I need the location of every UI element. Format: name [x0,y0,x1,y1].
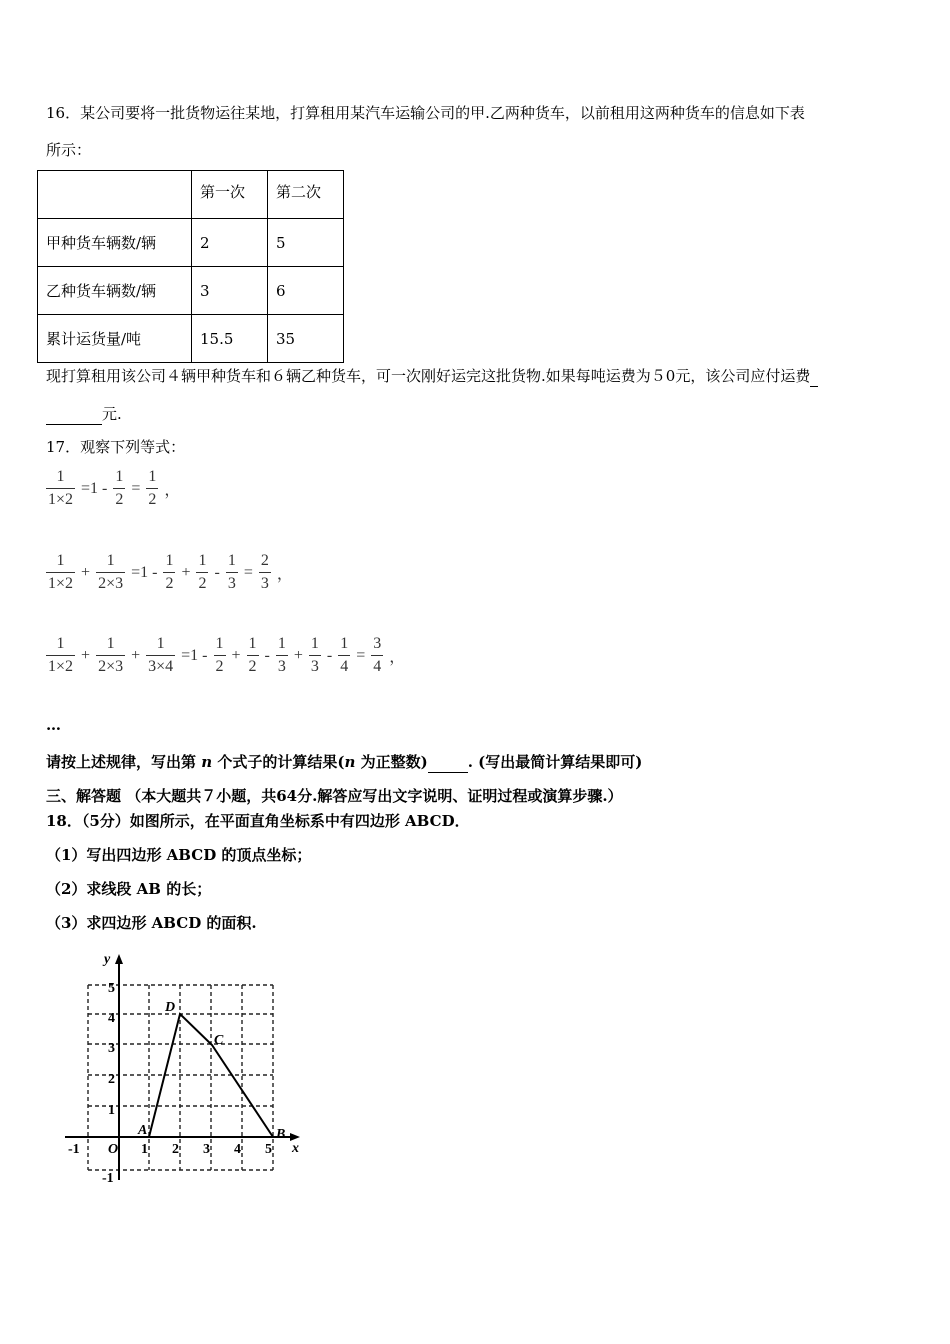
operator: - [326,646,333,664]
fraction [146,466,158,511]
x-tick-label: 2 [172,1142,179,1157]
table-cell: 6 [268,267,344,315]
table-cell: 甲种货车辆数/辆 [38,219,192,267]
equation-3 [46,633,407,678]
x-tick-label: 5 [265,1142,272,1157]
table-cell: 乙种货车辆数/辆 [38,267,192,315]
fraction [259,550,271,595]
numerator: 1 [309,633,321,656]
numerator: 1 [226,550,238,573]
table-cell: 15.5 [192,315,268,363]
x-tick-label: 3 [203,1142,210,1157]
coordinate-graph [60,948,310,1188]
numerator: 1 [338,633,350,656]
numerator: 1 [146,466,158,489]
numerator: 1 [196,550,208,573]
denominator: 2 [248,658,257,675]
numerator: 1 [276,633,288,656]
point-label-c: C [214,1033,224,1048]
denominator: 2 [215,658,224,675]
table-cell: 累计运货量/吨 [38,315,192,363]
answer-blank [428,752,468,773]
numerator: 1 [113,466,125,489]
y-tick-label: 2 [108,1072,115,1087]
numerator: 2 [259,550,271,573]
numerator: 1 [146,633,175,656]
y-tick-label: -1 [102,1171,114,1186]
y-tick-label: 1 [108,1103,115,1118]
ask-text: 请按上述规律，写出第 [46,753,202,771]
fraction [113,466,125,511]
variable-n: n [201,753,213,771]
y-tick-label: 4 [108,1011,115,1026]
numerator: 3 [371,633,383,656]
operator: = [356,646,366,664]
ask-text: 个式子的计算结果( [212,753,345,771]
fraction [371,633,383,678]
answer-blank [46,404,102,425]
q17-ask [46,752,642,773]
ask-text: . (写出最简计算结果即可) [467,753,643,771]
fraction [309,633,321,678]
q18-sub2: （2）求线段 AB 的长； [46,880,212,898]
fraction [46,550,75,595]
y-tick-label: 3 [108,1041,115,1056]
point-label-a: A [138,1123,148,1138]
table-cell: 2 [192,219,268,267]
numerator: 1 [46,466,75,489]
q16-after-line2 [46,404,122,425]
table-cell: 3 [192,267,268,315]
x-tick-label: 1 [141,1142,148,1157]
operator: + [81,563,91,581]
ellipsis: … [46,716,61,734]
point-label-b: B [276,1127,286,1142]
q16-line1: 16．某公司要将一批货物运往某地，打算租用某汽车运输公司的甲.乙两种货车，以前租用这两种货车的信息如下表 [46,104,805,122]
fraction [46,633,75,678]
denominator: 2 [148,491,157,508]
operator: + [181,563,191,581]
operator: - [264,646,270,664]
table-row [38,315,344,363]
x-tick-label: 4 [234,1142,241,1157]
numerator: 1 [46,633,75,656]
variable-n: n [344,753,356,771]
table-row [38,267,344,315]
denominator: 3 [260,575,269,592]
table-row [38,171,344,219]
q16-line2: 所示： [46,141,92,159]
operator: - [214,563,220,581]
x-axis-arrow-icon [290,1133,300,1141]
cargo-table [37,170,344,363]
q16-after-line1 [46,366,818,387]
numerator: 1 [247,633,259,656]
fraction [96,550,125,595]
operator: ， [164,482,181,499]
fraction [196,550,208,595]
denominator: 1×2 [48,575,74,592]
point-label-d: D [165,1000,176,1015]
q18-sub3: （3）求四边形 ABCD 的面积. [46,914,257,932]
equation-1 [46,466,182,511]
q18-sub1: （1）写出四边形 ABCD 的顶点坐标； [46,846,312,864]
equation-2 [46,550,295,595]
denominator: 2 [115,491,124,508]
table-row [38,219,344,267]
q17-title: 17．观察下列等式： [46,438,186,456]
operator: + [81,646,91,664]
fraction [96,633,125,678]
fraction [146,633,175,678]
numerator: 1 [96,633,125,656]
table-cell [38,171,192,219]
denominator: 4 [373,658,382,675]
table-header-cell: 第二次 [268,171,344,219]
fraction [276,633,288,678]
fraction [226,550,238,595]
section-heading: 三、解答题 （本大题共７小题，共64分.解答应写出文字说明、证明过程或演算步骤.） [46,787,623,805]
x-tick-label: -1 [68,1142,80,1157]
q16-unit: 元. [102,405,122,423]
fraction [247,633,259,678]
numerator: 1 [96,550,125,573]
x-axis-label: x [292,1141,299,1156]
operator: =1 - [181,646,208,664]
q16-after-text: 现打算租用该公司４辆甲种货车和６辆乙种货车，可一次刚好运完这批货物.如果每吨运费为５0元，该公司应付运费 [46,367,811,385]
denominator: 3 [310,658,319,675]
operator: =1 - [81,479,108,497]
fraction [338,633,350,678]
operator: ， [276,566,293,583]
denominator: 3×4 [148,658,174,675]
denominator: 2 [165,575,174,592]
fraction [214,633,226,678]
denominator: 2×3 [98,658,124,675]
table-cell: 35 [268,315,344,363]
operator: + [131,646,141,664]
y-tick-label: 5 [108,981,115,996]
operator: =1 - [131,563,158,581]
operator: + [293,646,303,664]
operator: + [231,646,241,664]
numerator: 1 [214,633,226,656]
answer-blank [810,366,818,387]
q18-title: 18．（5分）如图所示，在平面直角坐标系中有四边形 ABCD． [46,812,470,830]
denominator: 2 [198,575,207,592]
operator: = [243,563,253,581]
fraction [46,466,75,511]
numerator: 1 [163,550,175,573]
denominator: 3 [277,658,286,675]
table-cell: 5 [268,219,344,267]
operator: ， [389,649,406,666]
ask-text: 为正整数) [355,753,428,771]
denominator: 4 [340,658,349,675]
denominator: 2×3 [98,575,124,592]
y-axis-arrow-icon [115,954,123,964]
operator: = [131,479,141,497]
table-header-cell: 第一次 [192,171,268,219]
denominator: 3 [227,575,236,592]
numerator: 1 [46,550,75,573]
y-axis-label: y [104,952,111,967]
origin-label: O [108,1142,119,1157]
denominator: 1×2 [48,491,74,508]
fraction [163,550,175,595]
denominator: 1×2 [48,658,74,675]
